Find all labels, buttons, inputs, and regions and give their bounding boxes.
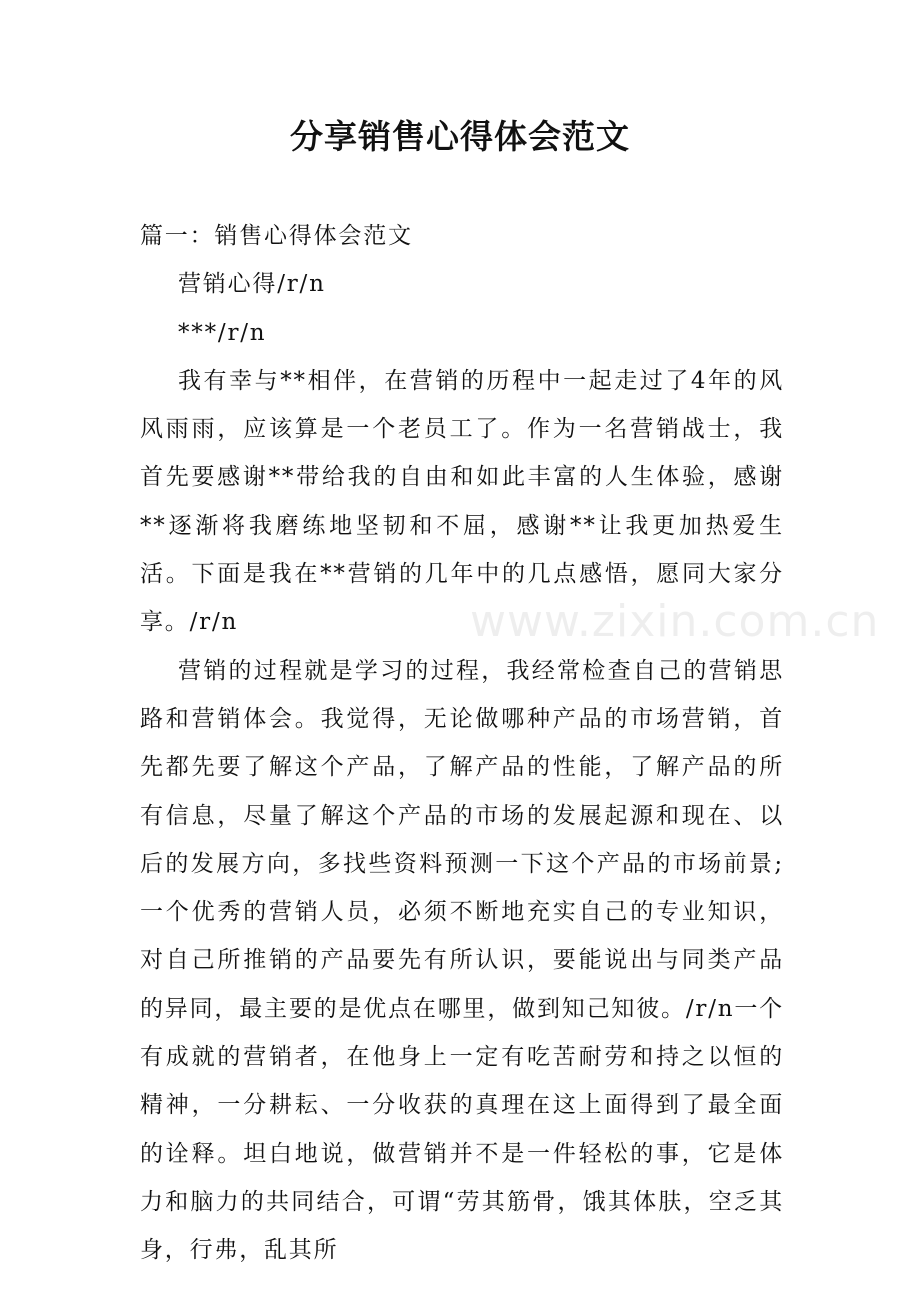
section-heading: 篇一：销售心得体会范文 [140,223,413,249]
document-body [140,212,784,1275]
watermark: www.zixin.com.cn [470,596,880,647]
paragraph: 营销心得/r/n [178,271,326,298]
paragraph: 营销的过程就是学习的过程，我经常检查自己的营销思路和营销体会。我觉得，无论做哪种产品的市场营销，首先都先要了解这个产品，了解产品的性能，了解产品的所有信息，尽量了解这个产品的市场的发展起源和现在、以后的发展方向，多找些资料预测一下这个产品的市场前景;一个优秀的营销人员，必须不断地充实自己的专业知识，对自己所推销的产品要先有所认识，要能说出与同类产品的异同，最主要的是优点在哪里，做到知己知彼。/r/n一个有成就的营销者，在他身上一定有吃苦耐劳和持之以恒的精神，一分耕耘、一分收获的真理在这上面得到了最全面的诠释。坦白地说，做营销并不是一件轻松的事，它是体力和脑力的共同结合，可谓“劳其筋骨，饿其体肤，空乏其身，行弗，乱其所 [140,657,784,1264]
paragraph: ***/r/n [178,319,267,346]
paragraph: 我有幸与**相伴，在营销的历程中一起走过了4年的风风雨雨，应该算是一个老员工了。作为一名营销战士，我首先要感谢**带给我的自由和如此丰富的人生体验，感谢**逐渐将我磨练地坚韧和不屈，感谢**让我更加热爱生活。下面是我在**营销的几年中的几点感悟，愿同大家分享。/r/n [140,367,784,636]
page-title: 分享销售心得体会范文 [290,117,630,156]
